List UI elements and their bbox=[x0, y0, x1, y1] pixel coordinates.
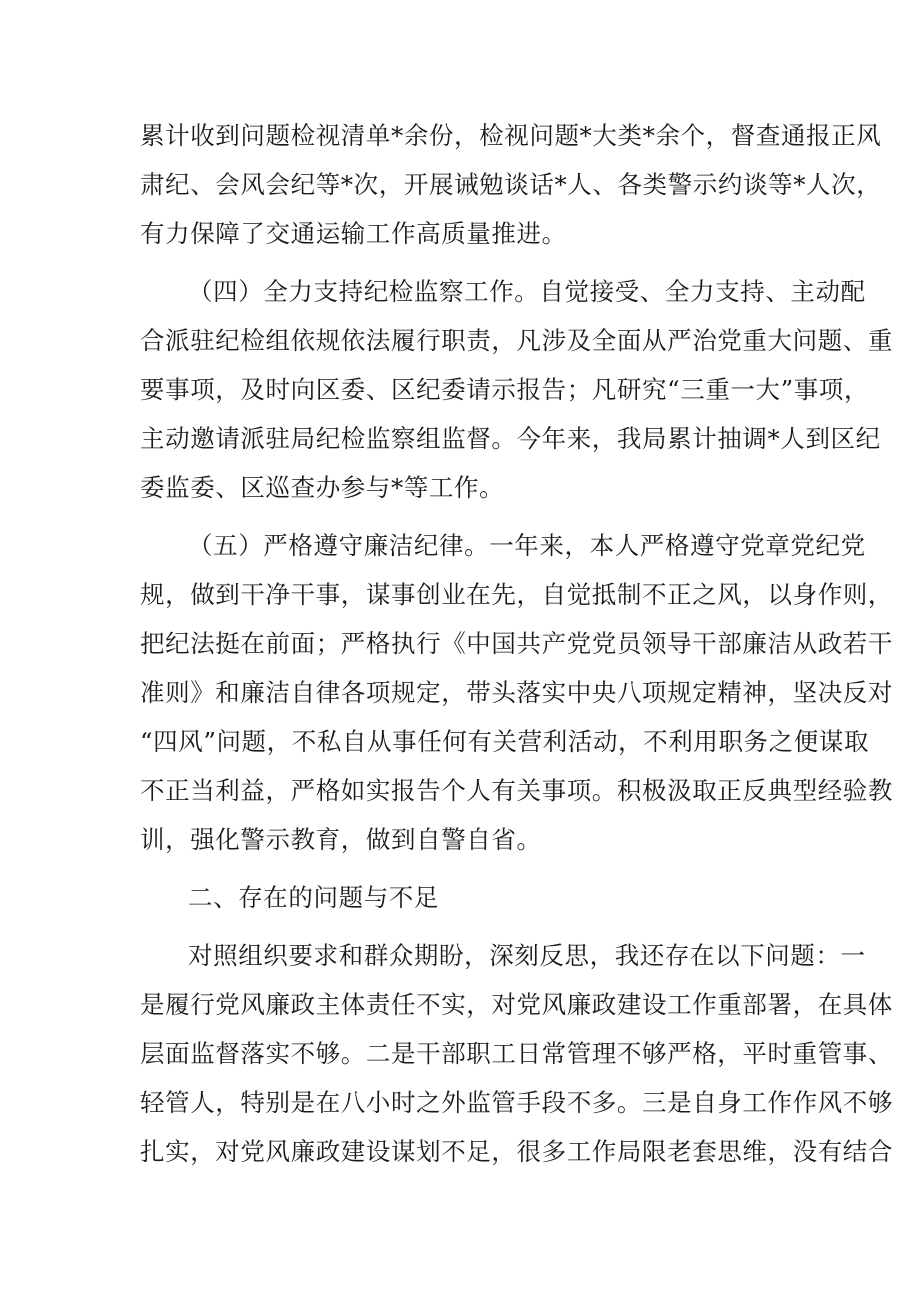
section-heading-4: （四）全力支持纪检监察工作。自觉接受、全力支持、主动配 bbox=[188, 277, 866, 306]
text-line: 要事项，及时向区委、区纪委请示报告；凡研究“三重一大”事项， bbox=[140, 375, 870, 404]
section-title-2: 二、存在的问题与不足 bbox=[188, 883, 439, 912]
text-line: 肃纪、会风会纪等*次，开展诫勉谈话*人、各类警示约谈等*人次， bbox=[140, 170, 882, 199]
text-line: 有力保障了交通运输工作高质量推进。 bbox=[140, 219, 567, 248]
text-line: 准则》和廉洁自律各项规定，带头落实中央八项规定精神，坚决反对 bbox=[140, 678, 893, 707]
section-heading-5: （五）严格遵守廉洁纪律。一年来，本人严格遵守党章党纪党 bbox=[188, 531, 866, 560]
text-line: 训，强化警示教育，做到自警自省。 bbox=[140, 825, 542, 854]
text-line: 对照组织要求和群众期盼，深刻反思，我还存在以下问题：一 bbox=[188, 941, 866, 970]
text-line: 不正当利益，严格如实报告个人有关事项。积极汲取正反典型经验教 bbox=[140, 776, 893, 805]
text-line: 把纪法挺在前面；严格执行《中国共产党党员领导干部廉洁从政若干 bbox=[140, 629, 893, 658]
text-line: 扎实，对党风廉政建设谋划不足，很多工作局限老套思维，没有结合 bbox=[140, 1137, 893, 1166]
text-line: 层面监督落实不够。二是干部职工日常管理不够严格，平时重管事、 bbox=[140, 1039, 893, 1068]
text-line: 主动邀请派驻局纪检监察组监督。今年来，我局累计抽调*人到区纪 bbox=[140, 424, 881, 453]
text-line: 委监委、区巡查办参与*等工作。 bbox=[140, 473, 505, 502]
text-line: 合派驻纪检组依规依法履行职责，凡涉及全面从严治党重大问题、重 bbox=[140, 326, 893, 355]
text-line: 是履行党风廉政主体责任不实，对党风廉政建设工作重部署，在具体 bbox=[140, 990, 893, 1019]
text-line: 轻管人，特别是在八小时之外监管手段不多。三是自身工作作风不够 bbox=[140, 1088, 893, 1117]
text-line: 累计收到问题检视清单*余份，检视问题*大类*余个，督查通报正风 bbox=[140, 121, 882, 150]
text-line: 规，做到干净干事，谋事创业在先，自觉抵制不正之风，以身作则， bbox=[140, 580, 893, 609]
text-line: “四风”问题，不私自从事任何有关营利活动，不利用职务之便谋取 bbox=[140, 727, 870, 756]
